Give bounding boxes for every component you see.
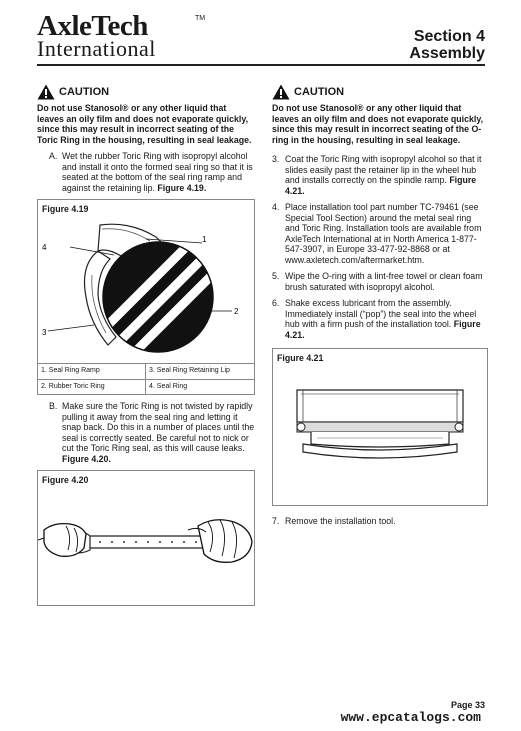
figure-4-19 [37,199,255,395]
caution-heading-left [37,84,255,100]
step-number: B. [49,401,58,411]
step-text: Make sure the Toric Ring is not twisted by rapidly pulling it away from the seal ring and letting it snap back. Do this in a number of places until the seal is correctly seated. Be careful not to nick or cut the Toric Ring seal, as this will cause leaks. [62,401,255,453]
header-rule [37,64,485,66]
step-number: 7. [272,516,280,526]
step-number: A. [49,151,58,161]
caution-title: CAUTION [294,85,345,98]
step-3 [272,154,488,196]
figure-legend [38,363,254,394]
figure-4-21 [272,348,488,506]
section-heading [409,28,485,62]
callout-3: 3 [42,327,47,337]
warning-triangle-icon [37,84,55,100]
figure-reference: Figure 4.21. [285,319,481,340]
step-number: 4. [272,202,280,212]
legend-item: 2. Rubber Toric Ring [38,380,146,395]
legend-item: 3. Seal Ring Retaining Lip [146,364,254,380]
callout-1: 1 [202,234,207,244]
watermark-url: www.epcatalogs.com [340,710,481,725]
page-number: Page 33 [450,700,485,710]
warning-triangle-icon [272,84,290,100]
step-text: Remove the installation tool. [285,516,396,526]
caution-heading-right [272,84,488,100]
step-number: 6. [272,298,280,308]
callout-4: 4 [42,242,47,252]
step-b [37,401,255,464]
callout-2: 2 [234,306,239,316]
figure-title: Figure 4.19 [42,204,89,214]
caution-text: Do not use Stanosol® or any other liquid that leaves an oily film and does not evaporate quickly, since this may result in incorrect seating of the Toric Ring in the housing, resulting in seal leakage. [37,103,252,145]
section-title: Assembly [409,45,485,62]
figure-reference: Figure 4.21. [285,175,477,196]
step-7 [272,516,488,527]
step-text: Wipe the O-ring with a lint-free towel or clean foam brush saturated with isopropyl alcohol. [285,271,483,292]
figure-reference: Figure 4.20. [62,453,111,464]
legend-item: 4. Seal Ring [149,382,188,390]
step-text: Wet the rubber Toric Ring with isopropyl alcohol and install it onto the formed seal ring so that it is seated at the bottom of the seal ring ramp and against the retaining lip. [62,151,253,193]
logo-wordmark-top: AxleTech [37,10,148,42]
left-column [37,84,255,606]
figure-title: Figure 4.21 [277,353,324,363]
logo-wordmark-bottom: International [37,36,156,61]
figure-4-20 [37,470,255,606]
step-5 [272,271,488,292]
caution-text: Do not use Stanosol® or any other liquid that leaves an oily film and does not evaporate quickly, since this may result in incorrect seating of the O-ring in the housing, resulting in seal leakage. [272,103,484,145]
logo-trademark: TM [195,15,206,22]
step-6 [272,298,488,340]
step-text: Coat the Toric Ring with isopropyl alcohol so that it slides easily past the retainer lip in the wheel hub and installs correctly on the spindle ramp. [285,154,482,185]
step-number: 3. [272,154,280,164]
caution-title: CAUTION [59,85,110,98]
step-text: Place installation tool part number TC-79461 (see Special Tool Section) around the metal seal ring and Toric Ring. Installation tools are available from AxleTech International at in North America 1-877-547-3907, in Europe 33-477-92-8868 or at www.axletech.com/aftermarket.htm. [285,202,482,265]
step-4 [272,202,488,265]
figure-title: Figure 4.20 [42,475,89,485]
hands-pulling-toric-ring-illustration [38,486,254,604]
step-a [37,151,255,193]
figure-reference: Figure 4.19. [157,182,207,193]
seal-ring-cross-section-illustration [38,215,254,361]
right-column [272,84,488,527]
installation-tool-illustration [273,364,487,504]
step-number: 5. [272,271,280,281]
legend-item: 1. Seal Ring Ramp [38,364,146,380]
section-number: Section 4 [413,28,485,45]
axletech-logo [37,10,206,61]
step-text: Shake excess lubricant from the assembly. Immediately install (“pop”) the seal into the wheel hub with a firm push of the installation tool. [285,298,477,329]
